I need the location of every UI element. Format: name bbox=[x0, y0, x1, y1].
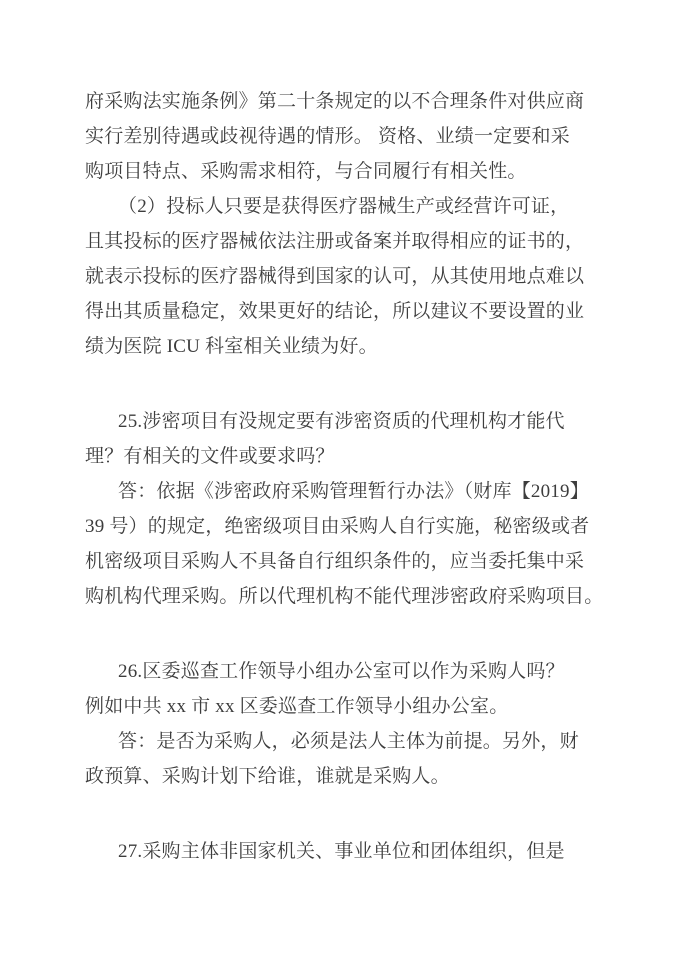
text-line: 答：是否为采购人，必须是法人主体为前提。另外，财 bbox=[118, 731, 579, 752]
text-line: 府采购法实施条例》第二十条规定的以不合理条件对供应商 bbox=[85, 91, 585, 112]
text-line: 购项目特点、采购需求相符，与合同履行有相关性。 bbox=[85, 161, 527, 182]
question-27 bbox=[85, 834, 590, 869]
paragraph-continuation bbox=[85, 84, 590, 189]
text-line: 例如中共 xx 市 xx 区委巡查工作领导小组办公室。 bbox=[85, 696, 509, 717]
text-line: 得出其质量稳定，效果更好的结论，所以建议不要设置的业 bbox=[85, 301, 585, 322]
text-line: 25.涉密项目有没规定要有涉密资质的代理机构才能代 bbox=[118, 411, 565, 432]
paragraph-item-2 bbox=[85, 189, 590, 364]
text-line: 机密级项目采购人不具备自行组织条件的，应当委托集中采 bbox=[85, 551, 585, 572]
text-line: 理？有相关的文件或要求吗？ bbox=[85, 446, 335, 467]
text-line: 实行差别待遇或歧视待遇的情形。 资格、业绩一定要和采 bbox=[85, 126, 570, 147]
text-line: 就表示投标的医疗器械得到国家的认可，从其使用地点难以 bbox=[85, 266, 585, 287]
text-line: 26.区委巡查工作领导小组办公室可以作为采购人吗？ bbox=[118, 661, 565, 682]
text-line: （2）投标人只要是获得医疗器械生产或经营许可证， bbox=[118, 196, 570, 217]
text-column bbox=[85, 84, 604, 869]
answer-26 bbox=[85, 724, 590, 794]
text-line: 政预算、采购计划下给谁，谁就是采购人。 bbox=[85, 766, 450, 787]
text-line: 购机构代理采购。所以代理机构不能代理涉密政府采购项目。 bbox=[85, 586, 604, 607]
question-26 bbox=[85, 654, 590, 724]
text-line: 39 号）的规定，绝密级项目由采购人自行实施，秘密级或者 bbox=[85, 516, 590, 537]
text-line: 答：依据《涉密政府采购管理暂行办法》（财库【2019】 bbox=[118, 481, 589, 502]
question-25 bbox=[85, 404, 590, 474]
answer-25 bbox=[85, 474, 604, 614]
text-line: 27.采购主体非国家机关、事业单位和团体组织，但是 bbox=[118, 841, 565, 862]
text-line: 且其投标的医疗器械依法注册或备案并取得相应的证书的， bbox=[85, 231, 585, 252]
text-line: 绩为医院 ICU 科室相关业绩为好。 bbox=[85, 336, 378, 357]
